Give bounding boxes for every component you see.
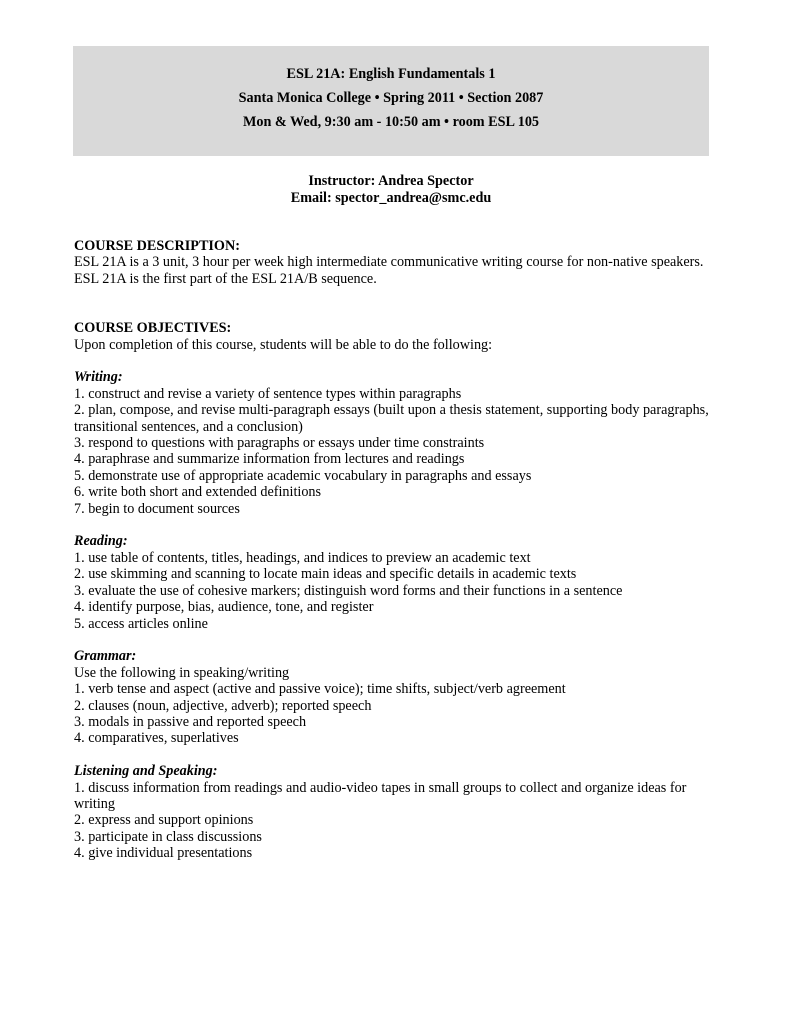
reading-item: 1. use table of contents, titles, headings, and indices to preview an academic text <box>74 549 531 566</box>
course-title: ESL 21A: English Fundamentals 1 <box>286 66 496 82</box>
writing-item: 6. write both short and extended definitions <box>74 484 322 501</box>
grammar-item: 1. verb tense and aspect (active and passive voice); time shifts, subject/verb agreement <box>74 681 566 698</box>
course-description-line: ESL 21A is the first part of the ESL 21A/B sequence. <box>74 270 377 287</box>
listening-speaking-heading: Listening and Speaking: <box>74 763 218 780</box>
listening-speaking-item: 2. express and support opinions <box>74 812 254 829</box>
reading-item: 4. identify purpose, bias, audience, tone, and register <box>74 599 374 616</box>
course-header-box <box>73 46 709 156</box>
reading-heading: Reading: <box>74 533 128 550</box>
listening-speaking-item: 3. participate in class discussions <box>74 828 262 845</box>
listening-speaking-item: writing <box>74 795 115 812</box>
grammar-item: 2. clauses (noun, adjective, adverb); reported speech <box>74 697 372 714</box>
syllabus-body <box>74 238 724 862</box>
writing-item: transitional sentences, and a conclusion) <box>74 418 303 435</box>
reading-item: 3. evaluate the use of cohesive markers; distinguish word forms and their functions in a sentence <box>74 582 623 599</box>
course-objectives-heading: COURSE OBJECTIVES: <box>74 320 232 337</box>
course-college-term: Santa Monica College • Spring 2011 • Section 2087 <box>238 90 544 106</box>
course-description-line: ESL 21A is a 3 unit, 3 hour per week high intermediate communicative writing course for non-native speakers. <box>74 254 704 271</box>
reading-item: 5. access articles online <box>74 615 208 632</box>
grammar-item: 3. modals in passive and reported speech <box>74 713 307 730</box>
writing-item: 4. paraphrase and summarize information from lectures and readings <box>74 451 465 468</box>
course-objectives-intro: Upon completion of this course, students will be able to do the following: <box>74 336 493 353</box>
writing-item: 3. respond to questions with paragraphs or essays under time constraints <box>74 435 485 452</box>
course-schedule: Mon & Wed, 9:30 am - 10:50 am • room ESL 105 <box>242 114 540 130</box>
instructor-email: Email: spector_andrea@smc.edu <box>290 190 492 206</box>
writing-heading: Writing: <box>74 369 123 386</box>
grammar-heading: Grammar: <box>74 648 137 665</box>
grammar-item: 4. comparatives, superlatives <box>74 730 239 747</box>
writing-item: 5. demonstrate use of appropriate academic vocabulary in paragraphs and essays <box>74 467 532 484</box>
grammar-item: Use the following in speaking/writing <box>74 664 290 681</box>
listening-speaking-item: 1. discuss information from readings and audio-video tapes in small groups to collect and organize ideas for <box>74 779 687 796</box>
course-description-heading: COURSE DESCRIPTION: <box>74 238 240 254</box>
instructor-name: Instructor: Andrea Spector <box>308 173 474 189</box>
writing-item: 7. begin to document sources <box>74 500 240 517</box>
writing-item: 1. construct and revise a variety of sentence types within paragraphs <box>74 385 462 402</box>
reading-item: 2. use skimming and scanning to locate main ideas and specific details in academic texts <box>74 566 577 583</box>
listening-speaking-item: 4. give individual presentations <box>74 845 253 862</box>
writing-item: 2. plan, compose, and revise multi-paragraph essays (built upon a thesis statement, supporting body paragraphs, <box>74 402 709 419</box>
